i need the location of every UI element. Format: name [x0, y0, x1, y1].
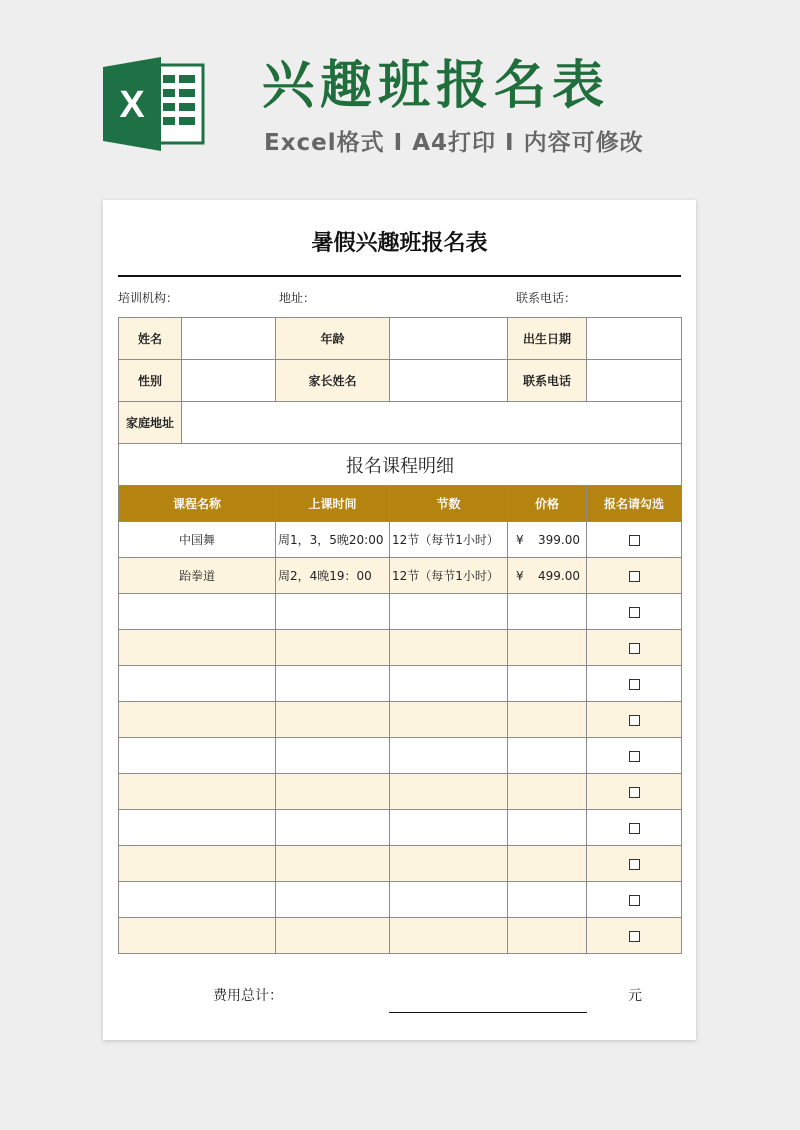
column-header-course: 课程名称 [119, 486, 276, 522]
course-name-cell[interactable] [119, 918, 276, 954]
signup-checkbox[interactable] [629, 643, 640, 654]
course-rows [119, 522, 682, 954]
name-field[interactable] [182, 318, 276, 360]
sessions-cell[interactable] [390, 666, 508, 702]
info-row [119, 318, 682, 360]
price-amount: 399.00 [538, 532, 580, 547]
table-header [119, 486, 682, 522]
contact-phone-label: 联系电话： [516, 291, 577, 305]
column-header-price: 价格 [508, 486, 587, 522]
price-cell[interactable] [508, 918, 587, 954]
title-divider [118, 275, 681, 277]
sessions-cell[interactable]: 12节（每节1小时） [390, 522, 508, 558]
parent-name-label: 家长姓名 [276, 360, 390, 402]
sessions-cell[interactable] [390, 702, 508, 738]
birthdate-field[interactable] [587, 318, 682, 360]
select-cell [587, 882, 682, 918]
currency-symbol: ¥ [516, 568, 524, 583]
page-title: 兴趣班报名表 [262, 56, 611, 116]
price-cell[interactable] [508, 666, 587, 702]
table-row [119, 666, 682, 702]
sessions-cell[interactable] [390, 810, 508, 846]
course-name-cell[interactable] [119, 594, 276, 630]
signup-checkbox[interactable] [629, 607, 640, 618]
select-cell [587, 522, 682, 558]
home-address-field[interactable] [182, 402, 682, 444]
column-header-time: 上课时间 [276, 486, 390, 522]
page-header [0, 0, 800, 190]
price-cell[interactable] [508, 810, 587, 846]
select-cell [587, 846, 682, 882]
signup-checkbox[interactable] [629, 895, 640, 906]
price-value [508, 569, 586, 583]
price-cell[interactable] [508, 882, 587, 918]
parent-name-field[interactable] [390, 360, 508, 402]
table-row [119, 846, 682, 882]
section-title: 报名课程明细 [119, 444, 682, 486]
course-name-cell[interactable] [119, 630, 276, 666]
class-time-cell[interactable]: 周2，4晚19：00 [276, 558, 390, 594]
sessions-cell[interactable] [390, 594, 508, 630]
price-value [508, 533, 586, 547]
signup-checkbox[interactable] [629, 571, 640, 582]
contact-phone-label: 联系电话 [508, 360, 587, 402]
table-row [119, 702, 682, 738]
table-row [119, 522, 682, 558]
course-name-cell[interactable] [119, 810, 276, 846]
sessions-cell[interactable] [390, 882, 508, 918]
signup-checkbox[interactable] [629, 823, 640, 834]
price-cell[interactable] [508, 738, 587, 774]
excel-logo-letter: X [119, 84, 145, 126]
total-fee-label: 费用总计： [213, 988, 283, 1004]
class-time-cell[interactable] [276, 918, 390, 954]
table-row [119, 594, 682, 630]
sessions-cell[interactable] [390, 774, 508, 810]
course-name-cell[interactable]: 中国舞 [119, 522, 276, 558]
class-time-cell[interactable] [276, 882, 390, 918]
table-row [119, 918, 682, 954]
table-row [119, 810, 682, 846]
class-time-cell[interactable] [276, 702, 390, 738]
price-cell[interactable] [508, 846, 587, 882]
class-time-cell[interactable] [276, 630, 390, 666]
signup-checkbox[interactable] [629, 859, 640, 870]
contact-phone-field[interactable] [587, 360, 682, 402]
select-cell [587, 666, 682, 702]
course-name-cell[interactable] [119, 738, 276, 774]
price-cell[interactable] [508, 774, 587, 810]
name-label: 姓名 [119, 318, 182, 360]
course-name-cell[interactable] [119, 846, 276, 882]
birthdate-label: 出生日期 [508, 318, 587, 360]
column-header-select: 报名请勾选 [587, 486, 682, 522]
signup-checkbox[interactable] [629, 751, 640, 762]
select-cell [587, 738, 682, 774]
course-name-cell[interactable] [119, 666, 276, 702]
select-cell [587, 702, 682, 738]
gender-field[interactable] [182, 360, 276, 402]
select-cell [587, 918, 682, 954]
select-cell [587, 558, 682, 594]
select-cell [587, 810, 682, 846]
sessions-cell[interactable] [390, 918, 508, 954]
sessions-cell[interactable] [390, 846, 508, 882]
column-header-sessions: 节数 [390, 486, 508, 522]
signup-checkbox[interactable] [629, 931, 640, 942]
gender-label: 性别 [119, 360, 182, 402]
table-row [119, 738, 682, 774]
price-cell[interactable] [508, 702, 587, 738]
total-fee-unit: 元 [628, 988, 642, 1004]
class-time-cell[interactable] [276, 666, 390, 702]
sessions-cell[interactable]: 12节（每节1小时） [390, 558, 508, 594]
course-name-cell[interactable] [119, 882, 276, 918]
class-time-cell[interactable] [276, 774, 390, 810]
page-subtitle: Excel格式 I A4打印 I 内容可修改 [264, 130, 644, 156]
info-row [119, 402, 682, 444]
class-time-cell[interactable] [276, 846, 390, 882]
select-cell [587, 630, 682, 666]
course-name-cell[interactable] [119, 774, 276, 810]
price-amount: 499.00 [538, 568, 580, 583]
sessions-cell[interactable] [390, 738, 508, 774]
section-title-row [119, 444, 682, 486]
class-time-cell[interactable] [276, 594, 390, 630]
signup-checkbox[interactable] [629, 715, 640, 726]
select-cell [587, 594, 682, 630]
table-row [119, 558, 682, 594]
price-cell[interactable] [508, 594, 587, 630]
price-cell[interactable] [508, 522, 587, 558]
class-time-cell[interactable] [276, 810, 390, 846]
currency-symbol: ¥ [516, 532, 524, 547]
class-time-cell[interactable]: 周1，3，5晚20:00 [276, 522, 390, 558]
select-cell [587, 774, 682, 810]
course-name-cell[interactable] [119, 702, 276, 738]
sessions-cell[interactable] [390, 630, 508, 666]
total-fee-input-line[interactable] [389, 1012, 587, 1013]
class-time-cell[interactable] [276, 738, 390, 774]
table-row [119, 774, 682, 810]
price-cell[interactable] [508, 630, 587, 666]
excel-logo-icon [103, 57, 205, 151]
table-row [119, 882, 682, 918]
age-field[interactable] [390, 318, 508, 360]
age-label: 年龄 [276, 318, 390, 360]
address-label: 地址： [279, 291, 316, 305]
signup-checkbox[interactable] [629, 787, 640, 798]
signup-checkbox[interactable] [629, 535, 640, 546]
price-cell[interactable] [508, 558, 587, 594]
form-sheet [103, 200, 696, 1040]
form-title: 暑假兴趣班报名表 [311, 231, 488, 256]
course-name-cell[interactable]: 跆拳道 [119, 558, 276, 594]
signup-checkbox[interactable] [629, 679, 640, 690]
table-row [119, 630, 682, 666]
info-row [119, 360, 682, 402]
home-address-label: 家庭地址 [119, 402, 182, 444]
registration-table [118, 317, 682, 954]
training-org-label: 培训机构： [118, 291, 179, 305]
